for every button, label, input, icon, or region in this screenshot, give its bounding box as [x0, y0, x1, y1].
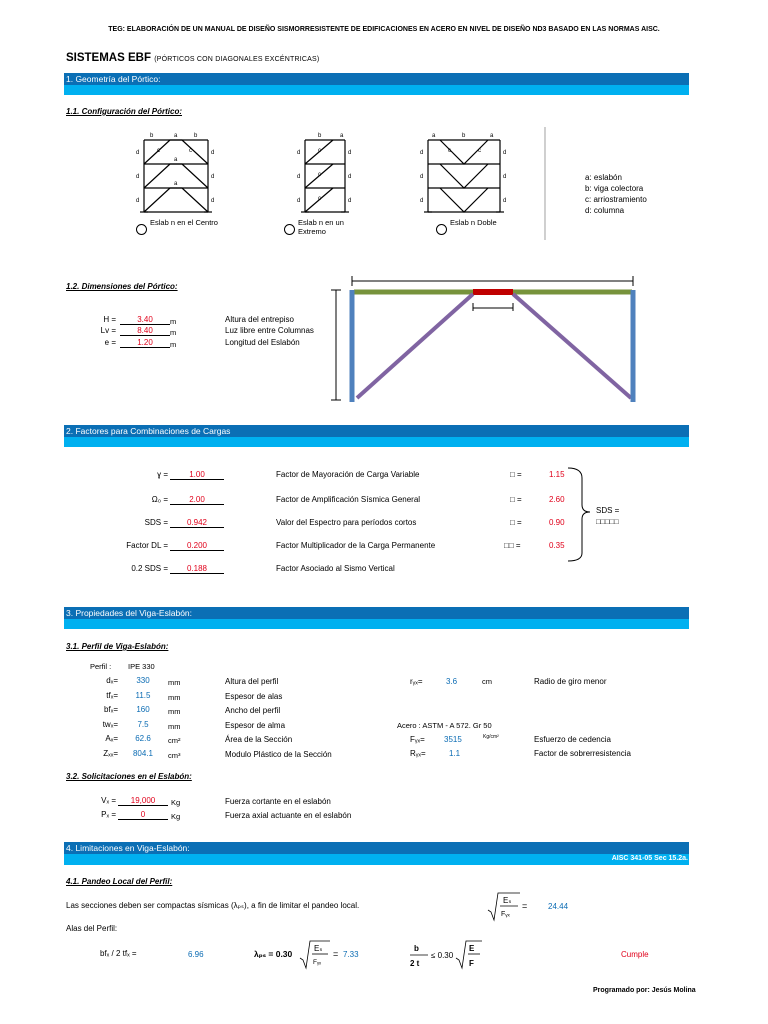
svg-text:d: d [211, 198, 215, 204]
prop-fy-desc: Esfuerzo de cedencia [534, 735, 611, 744]
dim-h-unit: m [170, 317, 177, 326]
svg-text:2 t: 2 t [410, 959, 420, 968]
svg-text:a: a [174, 133, 178, 139]
prop-d-desc: Altura del perfil [225, 677, 279, 686]
svg-text:c: c [318, 196, 321, 202]
option-double-label: Eslab n Doble [450, 218, 497, 227]
flanges-label: Alas del Perfil: [66, 924, 118, 933]
prop-tw-label: twₓ= [102, 720, 118, 729]
svg-text:d: d [297, 150, 301, 156]
dim-lv-value[interactable]: 8.40 [120, 326, 170, 336]
prop-ry-unit: cm [482, 677, 492, 686]
prop-ry-value: 3.6 [446, 677, 458, 686]
svg-text:d: d [420, 150, 424, 156]
combo-4-value: 0.35 [549, 541, 565, 550]
subsection-4-1: 4.1. Pandeo Local del Perfil: [66, 877, 173, 886]
title-main: SISTEMAS EBF [66, 52, 151, 64]
lambda-label: λₚₛ = 0.30 [254, 949, 293, 959]
svg-text:c: c [318, 148, 321, 154]
title-sub: (PÓRTICOS CON DIAGONALES EXCÉNTRICAS) [154, 56, 320, 63]
prop-ry-label: rᵧₓ= [410, 677, 423, 686]
svg-text:d: d [136, 174, 140, 180]
lambda-value: 7.33 [343, 950, 359, 959]
perfil-label: Perfil : [90, 662, 112, 671]
legend-b: b: viga colectora [585, 184, 644, 193]
factor-gamma-desc: Factor de Mayoración de Carga Variable [276, 470, 420, 479]
prop-bf-desc: Ancho del perfil [225, 706, 281, 715]
svg-text:d: d [136, 150, 140, 156]
combo-3-label: □ = [510, 518, 522, 527]
prop-z-value: 804.1 [132, 749, 154, 758]
sds-label: SDS = [596, 506, 620, 515]
prop-z-desc: Modulo Plástico de la Sección [225, 750, 332, 759]
prop-tw-unit: mm [168, 722, 181, 731]
dim-h-value[interactable]: 3.40 [120, 315, 170, 325]
aisc-reference: AISC 341-05 Sec 15.2a. [611, 855, 688, 862]
factor-gamma-label: ɣ = [157, 470, 168, 479]
svg-text:c: c [448, 148, 451, 154]
option-end-label: Eslab n en un Extremo [298, 218, 344, 236]
svg-text:c: c [318, 172, 321, 178]
section-2-heading: 2. Factores para Combinaciones de Cargas [66, 426, 231, 436]
svg-text:d: d [420, 174, 424, 180]
prop-Ry-desc: Factor de sobrerresistencia [534, 749, 631, 758]
svg-text:d: d [136, 198, 140, 204]
svg-text:a: a [490, 133, 494, 139]
prop-Ry-label: Rᵧₓ= [410, 749, 426, 758]
svg-text:d: d [420, 198, 424, 204]
formula-coefficient: ≤ 0.30 [431, 951, 454, 960]
prop-tf-desc: Espesor de alas [225, 692, 283, 701]
factor-dl-desc: Factor Multiplicador de la Carga Permanente [276, 541, 436, 550]
svg-text:a: a [174, 181, 178, 187]
factor-sds-value[interactable]: 0.942 [170, 518, 224, 528]
factor-dl-value[interactable]: 0.200 [170, 541, 224, 551]
option-center-label: Eslab n en el Centro [150, 218, 218, 227]
dim-h-label: H = [103, 315, 116, 324]
combo-1-value: 1.15 [549, 470, 565, 479]
svg-text:d: d [348, 150, 352, 156]
factor-02sds-desc: Factor Asociado al Sismo Vertical [276, 564, 395, 573]
factor-omega-label: Ω₀ = [151, 495, 168, 504]
subsection-3-2: 3.2. Solicitaciones en el Eslabón: [66, 772, 192, 781]
combo-4-label: □□ = [504, 541, 521, 550]
factor-omega-desc: Factor de Amplificación Sísmica General [276, 495, 421, 504]
prop-fy-label: Fᵧₓ= [410, 735, 425, 744]
subsection-1-2: 1.2. Dimensiones del Pórtico: [66, 282, 178, 291]
svg-text:d: d [348, 198, 352, 204]
svg-text:c: c [157, 148, 160, 154]
prop-tf-value: 11.5 [135, 691, 151, 700]
svg-text:d: d [503, 150, 507, 156]
svg-text:d: d [211, 174, 215, 180]
prop-fy-unit: Kg/cm² [483, 734, 499, 740]
svg-text:Eₛ: Eₛ [503, 896, 512, 905]
subsection-3-1: 3.1. Perfil de Viga-Eslabón: [66, 642, 169, 651]
prop-a-unit: cm² [168, 736, 181, 745]
prop-d-unit: mm [168, 678, 181, 687]
svg-text:b: b [414, 944, 419, 953]
check-status: Cumple [621, 950, 649, 959]
combo-2-label: □ = [510, 495, 522, 504]
load-p-value[interactable]: 0 [118, 810, 168, 820]
svg-text:d: d [348, 174, 352, 180]
factor-02sds-label: 0.2 SDS = [131, 564, 168, 573]
combo-3-value: 0.90 [549, 518, 565, 527]
prop-a-label: Aₓ= [105, 734, 118, 743]
factor-sds-desc: Valor del Espectro para períodos cortos [276, 518, 417, 527]
svg-text:Fᵧₓ: Fᵧₓ [313, 959, 322, 966]
prop-tf-label: tfₓ= [106, 691, 118, 700]
factor-gamma-value[interactable]: 1.00 [170, 470, 224, 480]
combo-2-value: 2.60 [549, 495, 565, 504]
sds-value: □□□□□ [596, 517, 619, 526]
factor-02sds-value[interactable]: 0.188 [170, 564, 224, 574]
factor-sds-label: SDS = [144, 518, 168, 527]
svg-text:b: b [462, 133, 466, 139]
dim-e-desc: Longitud del Eslabón [225, 338, 300, 347]
svg-text:a: a [174, 157, 178, 163]
svg-text:b: b [318, 133, 322, 139]
svg-text:d: d [503, 174, 507, 180]
prop-ry-desc: Radio de giro menor [534, 677, 607, 686]
prop-a-desc: Área de la Sección [225, 735, 293, 744]
prop-fy-value: 3515 [444, 735, 462, 744]
svg-text:=: = [333, 949, 339, 959]
load-v-value[interactable]: 19,000 [118, 796, 168, 806]
dim-e-unit: m [170, 340, 177, 349]
compact-text: Las secciones deben ser compactas sísmicas (λₚₛ), a fin de limitar el pandeo local. [66, 901, 360, 910]
bf-ratio-value: 6.96 [188, 950, 204, 959]
prop-d-value: 330 [136, 676, 150, 685]
prop-d-label: dₓ= [106, 676, 118, 685]
dim-lv-label: Lv = [100, 326, 116, 335]
prop-z-label: Zₓₓ= [103, 749, 118, 758]
load-p-unit: Kg [171, 812, 181, 821]
load-v-unit: Kg [171, 798, 181, 807]
legend-d: d: columna [585, 206, 625, 215]
dim-h-desc: Altura del entrepiso [225, 315, 294, 324]
load-p-desc: Fuerza axial actuante en el eslabón [225, 811, 352, 820]
svg-text:b: b [194, 133, 198, 139]
svg-text:=: = [522, 901, 528, 911]
load-p-label: Pₓ = [101, 810, 116, 819]
section-4-heading: 4. Limitaciones en Viga-Eslabón: [66, 843, 190, 853]
dim-e-label: e = [104, 338, 116, 347]
dim-e-value[interactable]: 1.20 [120, 338, 170, 348]
sqrt-value: 24.44 [548, 902, 569, 911]
dim-lv-unit: m [170, 328, 177, 337]
prop-bf-label: bfₓ= [104, 705, 118, 714]
bf-ratio-label: bfₓ / 2 tfₓ = [100, 949, 137, 958]
prop-tf-unit: mm [168, 693, 181, 702]
prop-bf-value: 160 [136, 705, 150, 714]
factor-omega-value[interactable]: 2.00 [170, 495, 224, 505]
svg-text:d: d [297, 174, 301, 180]
prop-a-value: 62.6 [135, 734, 151, 743]
svg-text:b: b [150, 133, 154, 139]
legend-a: a: eslabón [585, 173, 622, 182]
svg-text:Fᵧₓ: Fᵧₓ [501, 911, 510, 918]
svg-text:a: a [432, 133, 436, 139]
dim-lv-desc: Luz libre entre Columnas [225, 326, 314, 335]
factor-dl-label: Factor DL = [126, 541, 168, 550]
document-header: TEG: ELABORACIÓN DE UN MANUAL DE DISEÑO SISMORRESISTENTE DE EDIFICACIONES EN ACERO EN NIVEL DE DISEÑO ND3 BASADO EN LAS NORMAS AISC. [108, 26, 660, 33]
load-v-label: Vₓ = [101, 796, 116, 805]
svg-text:c: c [189, 148, 192, 154]
svg-text:d: d [211, 150, 215, 156]
prop-Ry-value: 1.1 [449, 749, 461, 758]
svg-text:Eₛ: Eₛ [314, 944, 323, 953]
section-3-heading: 3. Propiedades del Viga-Eslabón: [66, 608, 193, 618]
svg-text:d: d [297, 198, 301, 204]
steel-grade: Acero : ASTM - A 572. Gr 50 [397, 721, 492, 730]
section-1-heading: 1. Geometría del Pórtico: [66, 74, 161, 84]
perfil-value[interactable]: IPE 330 [128, 662, 155, 671]
svg-text:a: a [340, 133, 344, 139]
svg-text:F: F [469, 959, 474, 968]
combo-1-label: □ = [510, 470, 522, 479]
subsection-1-1: 1.1. Configuración del Pórtico: [66, 107, 183, 116]
legend-c: c: arriostramiento [585, 195, 647, 204]
prop-bf-unit: mm [168, 707, 181, 716]
svg-text:E: E [469, 944, 475, 953]
load-v-desc: Fuerza cortante en el eslabón [225, 797, 331, 806]
footer-credit: Programado por: Jesús Molina [593, 987, 696, 994]
svg-text:d: d [503, 198, 507, 204]
prop-z-unit: cm³ [168, 751, 181, 760]
prop-tw-value: 7.5 [137, 720, 149, 729]
svg-text:c: c [478, 148, 481, 154]
prop-tw-desc: Espesor de alma [225, 721, 286, 730]
